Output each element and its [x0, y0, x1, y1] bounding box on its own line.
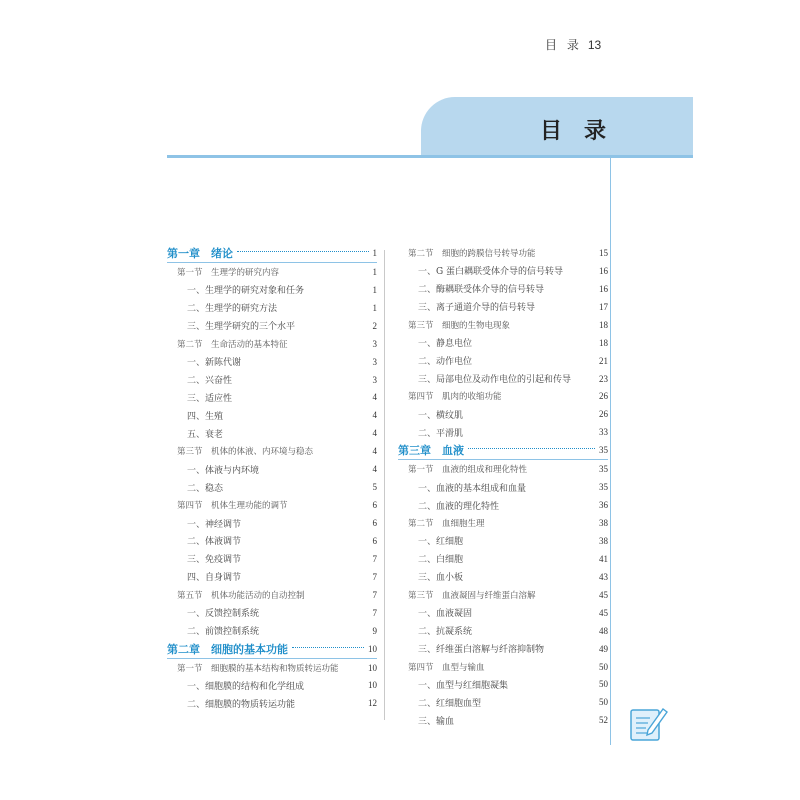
subsection-entry: [167, 604, 377, 622]
subsection-entry: [167, 317, 377, 335]
section-entry: [398, 460, 608, 478]
toc-entry-title: 第三章 血液: [398, 445, 464, 458]
toc-page-number: 15: [599, 247, 608, 258]
section-entry: [398, 244, 608, 262]
toc-page-number: 1: [372, 302, 377, 313]
notepad-pencil-icon: [628, 704, 668, 742]
section-entry: [167, 335, 377, 353]
subsection-entry: [167, 389, 377, 407]
subsection-entry: [167, 568, 377, 586]
toc-page-number: 38: [599, 518, 608, 529]
toc-page-number: 26: [599, 409, 608, 420]
section-entry: [398, 514, 608, 532]
toc-page-number: 17: [599, 301, 608, 312]
section-entry: [167, 442, 377, 460]
toc-page-number: 4: [372, 428, 377, 439]
toc-entry-title: 二、稳态: [187, 483, 224, 494]
toc-entry-title: 第一章 绪论: [167, 247, 233, 260]
toc-entry-title: 一、G 蛋白耦联受体介导的信号转导: [418, 267, 564, 278]
toc-page-number: 35: [599, 482, 608, 493]
toc-entry-title: 四、自身调节: [187, 573, 242, 584]
toc-left-column: [167, 244, 377, 712]
subsection-entry: [398, 622, 608, 640]
toc-page-number: 18: [599, 337, 608, 348]
toc-page-number: 48: [599, 625, 608, 636]
section-entry: [167, 496, 377, 514]
toc-entry-title: 二、细胞膜的物质转运功能: [187, 699, 296, 710]
toc-entry-title: 三、适应性: [187, 393, 233, 404]
toc-entry-title: 三、纤维蛋白溶解与纤溶抑制物: [418, 645, 545, 656]
section-entry: [398, 658, 608, 676]
toc-entry-title: 第二节 细胞的跨膜信号转导功能: [408, 248, 536, 259]
toc-entry-title: 一、反馈控制系统: [187, 609, 260, 620]
subsection-entry: [167, 460, 377, 478]
subsection-entry: [167, 677, 377, 695]
toc-page-number: 16: [599, 265, 608, 276]
toc-page-number: 45: [599, 589, 608, 600]
toc-page-number: 9: [372, 625, 377, 636]
toc-entry-title: 第三节 机体的体液、内环境与稳态: [177, 447, 314, 458]
toc-page-number: 35: [599, 464, 608, 475]
subsection-entry: [167, 281, 377, 299]
toc-page-number: 5: [372, 482, 377, 493]
toc-entry-title: 三、输血: [418, 716, 455, 727]
toc-page-number: 45: [599, 607, 608, 618]
subsection-entry: [398, 676, 608, 694]
toc-page-number: 7: [372, 553, 377, 564]
toc-entry-title: 一、血液凝固: [418, 609, 473, 620]
subsection-entry: [167, 299, 377, 317]
toc-entry-title: 一、体液与内环境: [187, 465, 260, 476]
toc-entry-title: 五、衰老: [187, 429, 224, 440]
toc-entry-title: 二、前馈控制系统: [187, 627, 260, 638]
toc-entry-title: 三、免疫调节: [187, 555, 242, 566]
section-entry: [167, 659, 377, 677]
subsection-entry: [167, 424, 377, 442]
toc-entry-title: 第四节 肌肉的收缩功能: [408, 392, 502, 403]
toc-page-number: 4: [372, 464, 377, 475]
toc-entry-title: 二、红细胞血型: [418, 698, 482, 709]
toc-page-number: 41: [599, 553, 608, 564]
toc-entry-title: 一、血液的基本组成和血量: [418, 483, 527, 494]
toc-entry-title: 二、酶耦联受体介导的信号转导: [418, 285, 545, 296]
toc-page-number: 12: [368, 698, 377, 709]
toc-entry-title: 三、生理学研究的三个水平: [187, 322, 296, 333]
toc-entry-title: 一、血型与红细胞凝集: [418, 680, 509, 691]
dot-leader: [292, 647, 364, 648]
toc-page-number: 18: [599, 319, 608, 330]
dot-leader: [468, 448, 595, 449]
toc-page-number: 50: [599, 661, 608, 672]
column-divider: [384, 250, 385, 720]
toc-page-number: 10: [368, 643, 377, 654]
toc-page-number: 6: [372, 518, 377, 529]
toc-entry-title: 第一节 细胞膜的基本结构和物质转运功能: [177, 663, 339, 674]
toc-page-number: 10: [368, 662, 377, 673]
running-header-page: 13: [587, 38, 602, 52]
subsection-entry: [398, 568, 608, 586]
toc-page-number: 35: [599, 445, 608, 456]
section-entry: [167, 586, 377, 604]
subsection-entry: [167, 622, 377, 640]
subsection-entry: [167, 532, 377, 550]
toc-page-number: 38: [599, 535, 608, 546]
subsection-entry: [167, 406, 377, 424]
running-header: [545, 36, 601, 53]
subsection-entry: [398, 478, 608, 496]
toc-entry-title: 第四节 机体生理功能的调节: [177, 501, 288, 512]
toc-entry-title: 四、生殖: [187, 411, 224, 422]
toc-page-number: 1: [372, 247, 377, 258]
subsection-entry: [398, 280, 608, 298]
toc-page-number: 10: [368, 680, 377, 691]
toc-entry-title: 一、细胞膜的结构和化学组成: [187, 681, 305, 692]
page-title: 目录: [540, 118, 629, 144]
toc-page-number: 1: [372, 266, 377, 277]
toc-entry-title: 二、抗凝系统: [418, 627, 473, 638]
subsection-entry: [167, 514, 377, 532]
subsection-entry: [398, 370, 608, 388]
subsection-entry: [398, 423, 608, 441]
subsection-entry: [398, 334, 608, 352]
toc-entry-title: 二、血液的理化特性: [418, 501, 500, 512]
subsection-entry: [398, 352, 608, 370]
chapter-entry: [167, 640, 377, 659]
toc-page-number: 3: [372, 338, 377, 349]
chapter-entry: [167, 244, 377, 263]
toc-entry-title: 二、兴奋性: [187, 376, 233, 387]
toc-entry-title: 三、离子通道介导的信号转导: [418, 303, 536, 314]
subsection-entry: [167, 353, 377, 371]
toc-page-number: 23: [599, 373, 608, 384]
section-entry: [167, 263, 377, 281]
toc-page-number: 50: [599, 697, 608, 708]
toc-page-number: 7: [372, 589, 377, 600]
toc-entry-title: 一、生理学的研究对象和任务: [187, 286, 305, 297]
toc-entry-title: 第二章 细胞的基本功能: [167, 643, 288, 656]
toc-page-number: 6: [372, 500, 377, 511]
toc-entry-title: 第三节 细胞的生物电现象: [408, 320, 511, 331]
subsection-entry: [398, 693, 608, 711]
toc-entry-title: 二、体液调节: [187, 537, 242, 548]
toc-entry-title: 一、静息电位: [418, 339, 473, 350]
toc-entry-title: 第二节 生命活动的基本特征: [177, 339, 288, 350]
toc-page-number: 4: [372, 392, 377, 403]
section-entry: [398, 388, 608, 406]
toc-entry-title: 二、平滑肌: [418, 428, 464, 439]
toc-entry-title: 第五节 机体功能活动的自动控制: [177, 590, 305, 601]
toc-page-number: 16: [599, 283, 608, 294]
dot-leader: [237, 251, 369, 252]
section-entry: [398, 586, 608, 604]
subsection-entry: [167, 550, 377, 568]
toc-entry-title: 一、红细胞: [418, 537, 464, 548]
toc-entry-title: 第三节 血液凝固与纤维蛋白溶解: [408, 590, 536, 601]
toc-page-number: 43: [599, 571, 608, 582]
running-header-label: 目 录: [545, 38, 582, 52]
toc-entry-title: 二、生理学的研究方法: [187, 304, 278, 315]
subsection-entry: [398, 405, 608, 423]
subsection-entry: [398, 298, 608, 316]
toc-entry-title: 第一节 血液的组成和理化特性: [408, 465, 528, 476]
subsection-entry: [167, 694, 377, 712]
section-entry: [398, 316, 608, 334]
toc-page-number: 49: [599, 643, 608, 654]
toc-page-number: 36: [599, 500, 608, 511]
toc-page-number: 3: [372, 374, 377, 385]
toc-page-number: 4: [372, 410, 377, 421]
toc-page-number: 1: [372, 284, 377, 295]
chapter-entry: [398, 441, 608, 460]
title-rule: [167, 155, 693, 158]
subsection-entry: [398, 496, 608, 514]
toc-entry-title: 三、血小板: [418, 573, 464, 584]
toc-entry-title: 一、横纹肌: [418, 410, 464, 421]
toc-page-number: 21: [599, 355, 608, 366]
toc-entry-title: 第四节 血型与输血: [408, 662, 485, 673]
subsection-entry: [167, 478, 377, 496]
toc-page-number: 3: [372, 356, 377, 367]
toc-right-column: [398, 244, 608, 729]
subsection-entry: [398, 711, 608, 729]
subsection-entry: [398, 640, 608, 658]
toc-page-number: 7: [372, 607, 377, 618]
toc-entry-title: 一、神经调节: [187, 519, 242, 530]
subsection-entry: [398, 262, 608, 280]
toc-page-number: 26: [599, 391, 608, 402]
toc-page-number: 2: [372, 320, 377, 331]
toc-page-number: 7: [372, 571, 377, 582]
toc-entry-title: 第二节 血细胞生理: [408, 519, 485, 530]
toc-entry-title: 二、动作电位: [418, 357, 473, 368]
toc-entry-title: 第一节 生理学的研究内容: [177, 267, 280, 278]
toc-page-number: 50: [599, 679, 608, 690]
toc-page-number: 33: [599, 427, 608, 438]
toc-entry-title: 一、新陈代谢: [187, 358, 242, 369]
subsection-entry: [398, 550, 608, 568]
subsection-entry: [398, 532, 608, 550]
subsection-entry: [398, 604, 608, 622]
toc-page-number: 52: [599, 715, 608, 726]
toc-entry-title: 三、局部电位及动作电位的引起和传导: [418, 375, 572, 386]
toc-page-number: 6: [372, 535, 377, 546]
subsection-entry: [167, 371, 377, 389]
toc-page-number: 4: [372, 446, 377, 457]
margin-rule: [610, 158, 611, 745]
toc-entry-title: 二、白细胞: [418, 555, 464, 566]
